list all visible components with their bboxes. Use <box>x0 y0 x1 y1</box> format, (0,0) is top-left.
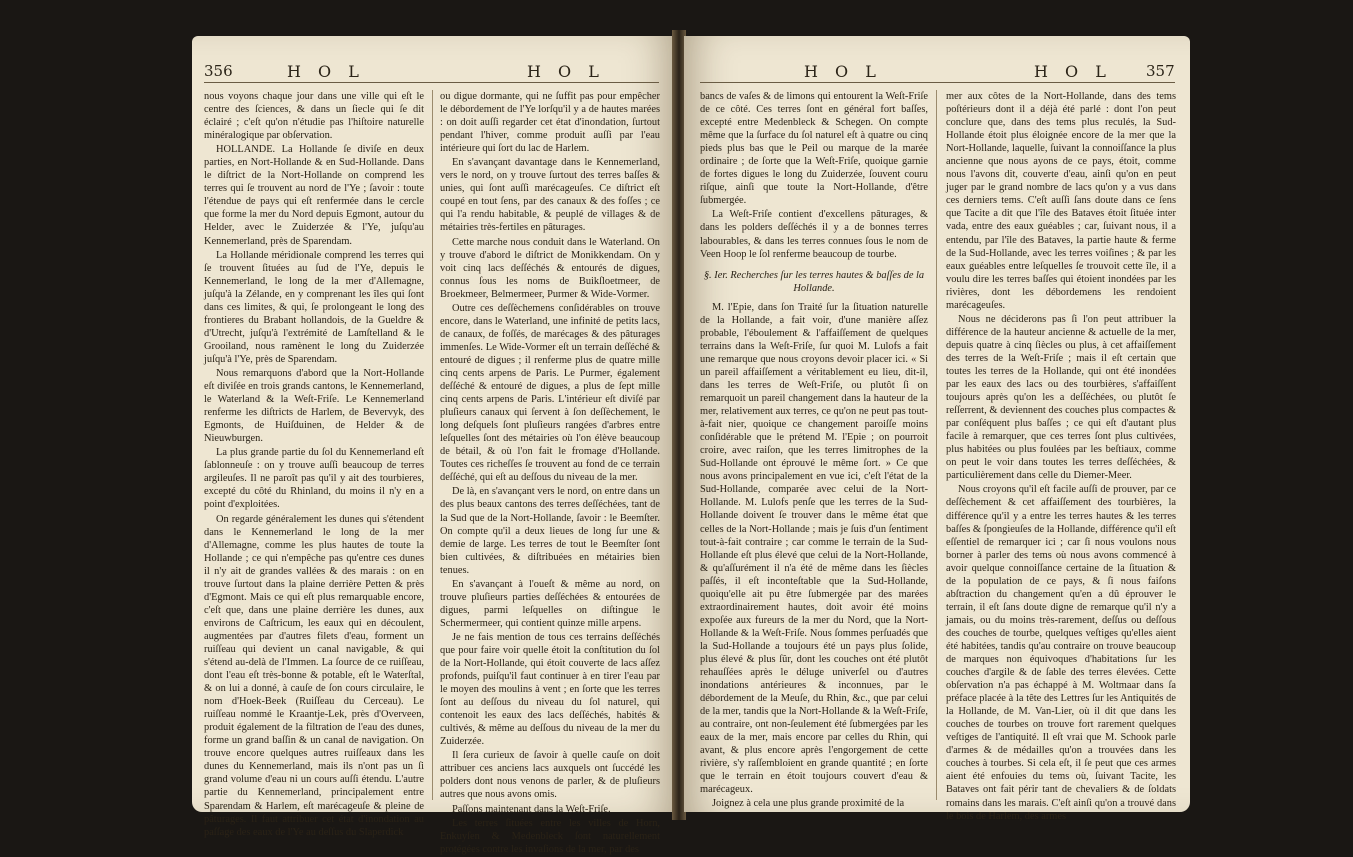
right-column-2 <box>946 90 1176 824</box>
running-head-right-b: H O L <box>1034 62 1112 81</box>
paragraph: La plus grande partie du ſol du Kennemerland eſt ſablonneuſe : on y trouve auſſi beaucoup de terres argileuſes. Il ne paroît pas qu'il y ait des tourbieres, excepté du côté du Rhinland, du moins il n'y en a point d'exploitées. <box>204 447 424 511</box>
page-number-left: 356 <box>204 62 233 80</box>
paragraph: mer aux côtes de la Nort-Hollande, dans des tems poſtérieurs dont il a déjà été parlé : dont l'on peut conclure que, dans des tems plus reculés, la Sud-Hollande étoit plus éloignée encore de la mer que la Nort-Hollande, laquelle, ſuivant la connoiſſance la plus ancienne que nous ayons de ce pays, étoit, comme nous l'avons dit, couverte d'eau, ainſi qu'on en peut juger par le grand nombre de lacs qu'on y a vus dans ces derniers tems. C'eſt auſſi ſans doute dans ce ſens que Tacite a dit que l'île des Bataves étoit ſituée inter vada, entre des eaux guéables ; car, ſuivant nous, il a entendu, par l'île des Bataves, la partie haute & ferme de la Sud-Hollande, avec les terres voiſines ; & par les eaux guéables entre leſquelles ſe trouvoit cette île, il a voulu dire les terres baſſes qui étoient inondées par les rivières, dont les débordemens les rendoient marécageuſes. <box>946 91 1176 311</box>
paragraph: HOLLANDE. La Hollande ſe diviſe en deux parties, en Nort-Hollande & en Sud-Hollande. Dans le diſtrict de la Nort-Hollande on comprend les terres qui ſe trouvent au nord de l'Ye ; ſavoir : toute l'étendue de pays qui eſt renfermée dans le cercle que forme la mer du Nord depuis Egmont, autour du Helder, avec le Zuiderzée & l'Ye, juſqu'au Kennemerland, près de Sparendam. <box>204 144 424 247</box>
paragraph: ou digue dormante, qui ne ſuffit pas pour empêcher le débordement de l'Ye lorſqu'il y a de hautes marées : on doit auſſi regarder cet état d'inondation, ſurtout pendant l'hiver, comme produit auſſi par l'eau intérieure qui ſort du lac de Harlem. <box>440 91 660 155</box>
left-column-1 <box>204 90 424 840</box>
right-column-1-bottom <box>700 301 928 811</box>
right-column-1 <box>700 90 928 812</box>
right-page <box>684 36 1190 822</box>
paragraph: La Hollande méridionale comprend les terres qui ſe trouvent ſituées au ſud de l'Ye, depuis le Kennemerland, le long de la mer d'Allemagne, juſqu'à la Zélande, en y comprenant les îles qui ſont dans ces limites, & qui, ſe prolongeant le long des frontieres du Brabant hollandois, de la Gueldre & d'Utrecht, juſqu'à l'extrémité de Lamſtelland & le Grooiland, nous ramènent le long du Zuiderzée juſqu'à l'Ye, près de Sparendam. <box>204 249 424 365</box>
running-head-left-a: H O L <box>287 62 365 81</box>
page-number-right: 357 <box>1146 62 1175 80</box>
paragraph: La Weſt-Friſe contient d'excellens pâturages, & dans les polders deſſéchés il y a de bonnes terres labourables, & dans les terres connues ſous le nom de Veen Hoop le ſol renferme beaucoup de tourbe. <box>700 209 928 260</box>
paragraph: Nous remarquons d'abord que la Nort-Hollande eſt diviſée en trois grands cantons, le Kennemerland, le Waterland & la Weſt-Friſe. Le Kennemerland renferme les diſtricts de Harlem, de Bevervyk, des Egmonts, de Huiſduinen, de Helder & de Nieuwburgen. <box>204 367 424 445</box>
paragraph: En s'avançant à l'oueſt & même au nord, on trouve pluſieurs parties deſſéchées & entourées de digues, parmi leſquelles on diſtingue le Schermermeer, qui contient quinze mille arpens. <box>440 578 660 629</box>
column-rule <box>936 90 937 800</box>
running-head-right-a: H O L <box>804 62 882 81</box>
paragraph: On regarde généralement les dunes qui s'étendent dans le Kennemerland le long de la mer d'Allemagne, comme les plus hautes de toute la Hollande ; ce qui n'empêche pas qu'entre ces dunes il n'y ait de grandes vallées & des marais : on en trouve ſurtout dans la plaine derrière Petten & près d'Egmont. Mais ce qui eſt plus remarquable encore, c'eſt que, dans une plaine derrière les dunes, aux environs de Caſtricum, les eaux qui en découlent, augmentées par d'autres filets d'eau, forment un ruiſſeau qui devient un canal navigable, & qui s'étend au-delà de l'Immen. La ſource de ce ruiſſeau, dont l'eau eſt très-bonne & potable, eſt le Waterſtal, & on lui a donné, à cauſe de ſon cours circulaire, le nom d'Hoek-Beek (Ruiſſeau du Cerceau). Le ruiſſeau nommé le Kraantje-Lek, près d'Overveen, produit également de la filtration de l'eau des dunes, forme un grand baſſin & un canal de navigation. On trouve encore quelques autres ruiſſeaux dans les dunes du Kennemerland, mais ils n'ont pas un ſi grand volume d'eau ni un cours auſſi étendu. L'autre partie du Kennemerland, principalement entre Sparendam & Harlem, eſt marécageuſe & pleine de pâturages. Il faut attribuer cet état d'inondation au paſſage des eaux de l'Ye au deſſus du Slaperdick <box>204 513 424 838</box>
paragraph: De là, en s'avançant vers le nord, on entre dans un des plus beaux cantons des terres deſſéchées, tant de la Sud que de la Nort-Hollande, ſavoir : le Beemſter. On compte qu'il a deux lieues de long ſur une & demie de large. Les terres de tout le Beemſter ſont bien cultivées, & diſtribuées en métairies bien tenues. <box>440 486 660 576</box>
paragraph: Les terres ſituées entre les villes de Horn, Enkuyſen & Medenbleck ſont naturellement protégées contre les invaſions de la mer, par des <box>440 817 660 855</box>
right-column-1-top <box>700 90 928 261</box>
paragraph: Cette marche nous conduit dans le Waterland. On y trouve d'abord le diſtrict de Monikkendam. On y voit cinq lacs deſſéchés & entourés de digues, connus ſous les noms de Buikſloetmeer, de Broekmeer, Belmermeer, Purmer & Wide-Vormer. <box>440 236 660 300</box>
paragraph: Je ne fais mention de tous ces terrains deſſéchés que pour faire voir quelle étoit la conſtitution du ſol de la Nort-Hollande, qui étoit couverte de lacs aſſez profonds, puiſqu'il faut continuer à en tirer l'eau par le moyen des moulins à vent ; en ſorte que les terres ſont au deſſous du niveau du ſol naturel, qui contenoit les eaux des lacs deſſéchés, habités & cultivés, & même au deſſous du niveau de la mer du Zuiderzée. <box>440 631 660 748</box>
paragraph: nous voyons chaque jour dans une ville qui eſt le centre des ſciences, & dans un ſiecle qui ſe dit éclairé ; c'eſt qu'on n'étudie pas l'hiſtoire naturelle minéralogique par obſervation. <box>204 91 424 142</box>
paragraph: bancs de vaſes & de limons qui entourent la Weſt-Friſe de ce côté. Ces terres ſont en général fort baſſes, excepté entre Medenbleck & Schegen. On compte même que la ſurface du ſol naturel eſt à quatre ou cinq pieds plus bas que le Peil ou marque de la marée ordinaire ; de ſorte que la Weſt-Friſe, quoique garnie de fortes digues le long du Zuiderzée, ſouvent couru riſque, ainſi que toute la Nort-Hollande, d'être ſubmergée. <box>700 91 928 207</box>
left-page <box>192 36 675 855</box>
header-rule <box>204 82 659 83</box>
paragraph: Nous croyons qu'il eſt facile auſſi de prouver, par ce deſſèchement & cet affaiſſement des tourbières, la différence qu'il y a entre les terres hautes & les terres baſſes & ſpongieuſes de la Hollande, différence qu'il eſt eſſentiel de remarquer ici ; car ſi nous voulons nous borner à parler des tems où nous avons commencé à avoir quelque connoiſſance certaine de la ſituation & de la population de ce pays, & ſi nous faiſons abſtraction du changement qu'en a dû éprouver le terrain, il eſt ſans doute digne de remarque qu'il n'y a jamais, ou du moins très-rarement, deſſus ou deſſous des couches de tourbe, quelques veſtiges qu'elles aient été habitées, tandis qu'au contraire on trouve beaucoup de marques non équivoques d'habitations ſur les couches d'argile & de ſable des terres élevées. Cette obſervation n'a pas échappé à M. Woltmaar dans ſa préface placée à la tête des Lettres ſur les Antiquités de la Hollande, de M. Van-Lier, où il dit que dans les couches de tourbes on trouve fort rarement quelques veſtiges de l'antiquité. Il eſt vrai que M. Schook parle d'armes & de médailles qu'on a trouvées dans les couches à tourbes. Si cela eſt, il ſe peut que ces armes aient été enfouies du tems où, ſuivant Tacite, les Bataves ont fait périr tant de chevaliers & de ſoldats romains dans les marais. C'eſt ainſi qu'on a trouvé dans le bois de Harlem, des armes <box>946 484 1176 822</box>
paragraph: Outre ces deſſèchemens conſidérables on trouve encore, dans le Waterland, une infinité de petits lacs, de canaux, de foſſés, de marécages & des pâturages immenſes. Le Wide-Vormer eſt un terrain deſſéché & entouré de digues ; il renferme plus de quatre mille cinq cents arpens de Paris. Le Purmer, également deſſéché & entouré de digues, a plus de ſept mille cinq cents arpens de Paris. L'intérieur eſt diviſé par pluſieurs canaux qui ſervent à ſon deſſèchement, le long deſquels ſont pluſieurs rangées d'arbres entre leſquelles ſont des métairies où l'on élève beaucoup de bétail, & où l'on fait le fromage d'Hollande. Toutes ces richeſſes ſe trouvent au fond de ce terrain deſſéché, qui eſt au deſſous du niveau de la mer. <box>440 302 660 484</box>
running-head-left-b: H O L <box>527 62 605 81</box>
paragraph: Joignez à cela une plus grande proximité de la <box>712 798 905 810</box>
paragraph: Paſſons maintenant dans la Weſt-Friſe. <box>452 803 611 815</box>
paragraph: Nous ne déciderons pas ſi l'on peut attribuer la différence de la hauteur ancienne & actuelle de la mer, depuis quatre à cinq ſiècles ou plus, à cet affaiſſement des terres de la Weſt-Friſe ; mais il eſt certain que toutes les terres de la Hollande, qui ont été inondées par les eaux des lacs ou des tourbières, s'affaiſſent toujours après qu'on les a deſſéchées, ou plutôt ſe reſſerrent, & deviennent des couches plus compactes & par conſéquent plus baſſes ; ce qui eſt d'autant plus facile à remarquer, que ces terres ſont plus cultivées, plus habitées ou plus foulées par les beſtiaux, comme on peut le voir dans toutes les terres deſſéchées, & particulièrement dans celle du Diemer-Meer. <box>946 313 1176 482</box>
left-column-2 <box>440 90 660 857</box>
section-title: §. Ier. Recherches ſur les terres hautes & baſſes de la Hollande. <box>703 269 925 294</box>
paragraph: En s'avançant davantage dans le Kennemerland, vers le nord, on y trouve ſurtout des terres baſſes & unies, qui ſont auſſi marécageuſes. Ce diſtrict eſt coupé en tout ſens, par des canaux & des foſſes ; ce qui l'a rendu habitable, & peuplé de villages & de métairies très-fertiles en pâturages. <box>440 157 660 234</box>
paragraph: M. l'Epie, dans ſon Traité ſur la ſituation naturelle de la Hollande, a fait voir, d'une manière aſſez probable, l'éboulement & l'affaiſſement de quelques terrains dans la Weſt-Friſe, ſur quoi M. Lulofs a fait une remarque que nous croyons devoir placer ici. « Si un pareil affaiſſement a véritablement eu lieu, dit-il, dans les terres de Weſt-Friſe, ou plutôt ſi on remarquoit un pareil changement dans la hauteur de la mer, relativement aux terres, ce qu'on ne peut pas tout-à-fait nier, quoique ce changement paroiſſe moins conſidérable que le prétend M. l'Epie ; on pourroit croire, avec raiſon, que les terres limitrophes de la Sud-Hollande ont éprouvé le même ſort. » Ce que nous avons principalement en vue ici, c'eſt l'état de la Sud-Hollande, comparée avec celui de la Nort-Hollande. M. Lulofs penſe que les terres de la Sud-Hollande doivent ſe trouver dans le même état que celles de la Nort-Hollande ; mais je ſuis d'un ſentiment tout-à-fait contraire ; car comme le terrain de la Sud-Hollande eſt plus élevé que celui de la Nort-Hollande, & qu'aſſurément il n'a été de même dans les ſiècles paſſés, il eſt inconteſtable que la Sud-Hollande, quoiqu'elle ait pu être ſubmergée par des marées extraordinairement hautes, doit avoir été moins expoſée aux fureurs de la mer du Nord, que la Nort-Hollande & la Weſt-Friſe. Nous ſommes perſuadés que la Sud-Hollande a toujours été un pays plus ſolide, plus élevé & plus ſûr, dont les couches ont été plutôt rehauſſées après le déluge univerſel ou d'autres inondations antérieures & inconnues, par le débordement de la Meuſe, du Rhin, &c., que par celui de la mer, tandis que la Nort-Hollande & la Weſt-Friſe, au contraire, ont non-ſeulement été ſubmergées par les eaux de la mer, mais encore par celles du Rhin, qui avant, & plus encore après l'engorgement de cette rivière, s'y raſſembloient en grande quantité ; en ſorte que le terrain en étoit toujours couvert d'eau & marécageux. <box>700 301 928 796</box>
paragraph: Il ſera curieux de ſavoir à quelle cauſe on doit attribuer ces anciens lacs auxquels ont ſuccédé les polders dont nous venons de parler, & de pluſieurs autres que nous avons omis. <box>440 750 660 801</box>
header-rule <box>700 82 1175 83</box>
column-rule <box>432 90 433 800</box>
